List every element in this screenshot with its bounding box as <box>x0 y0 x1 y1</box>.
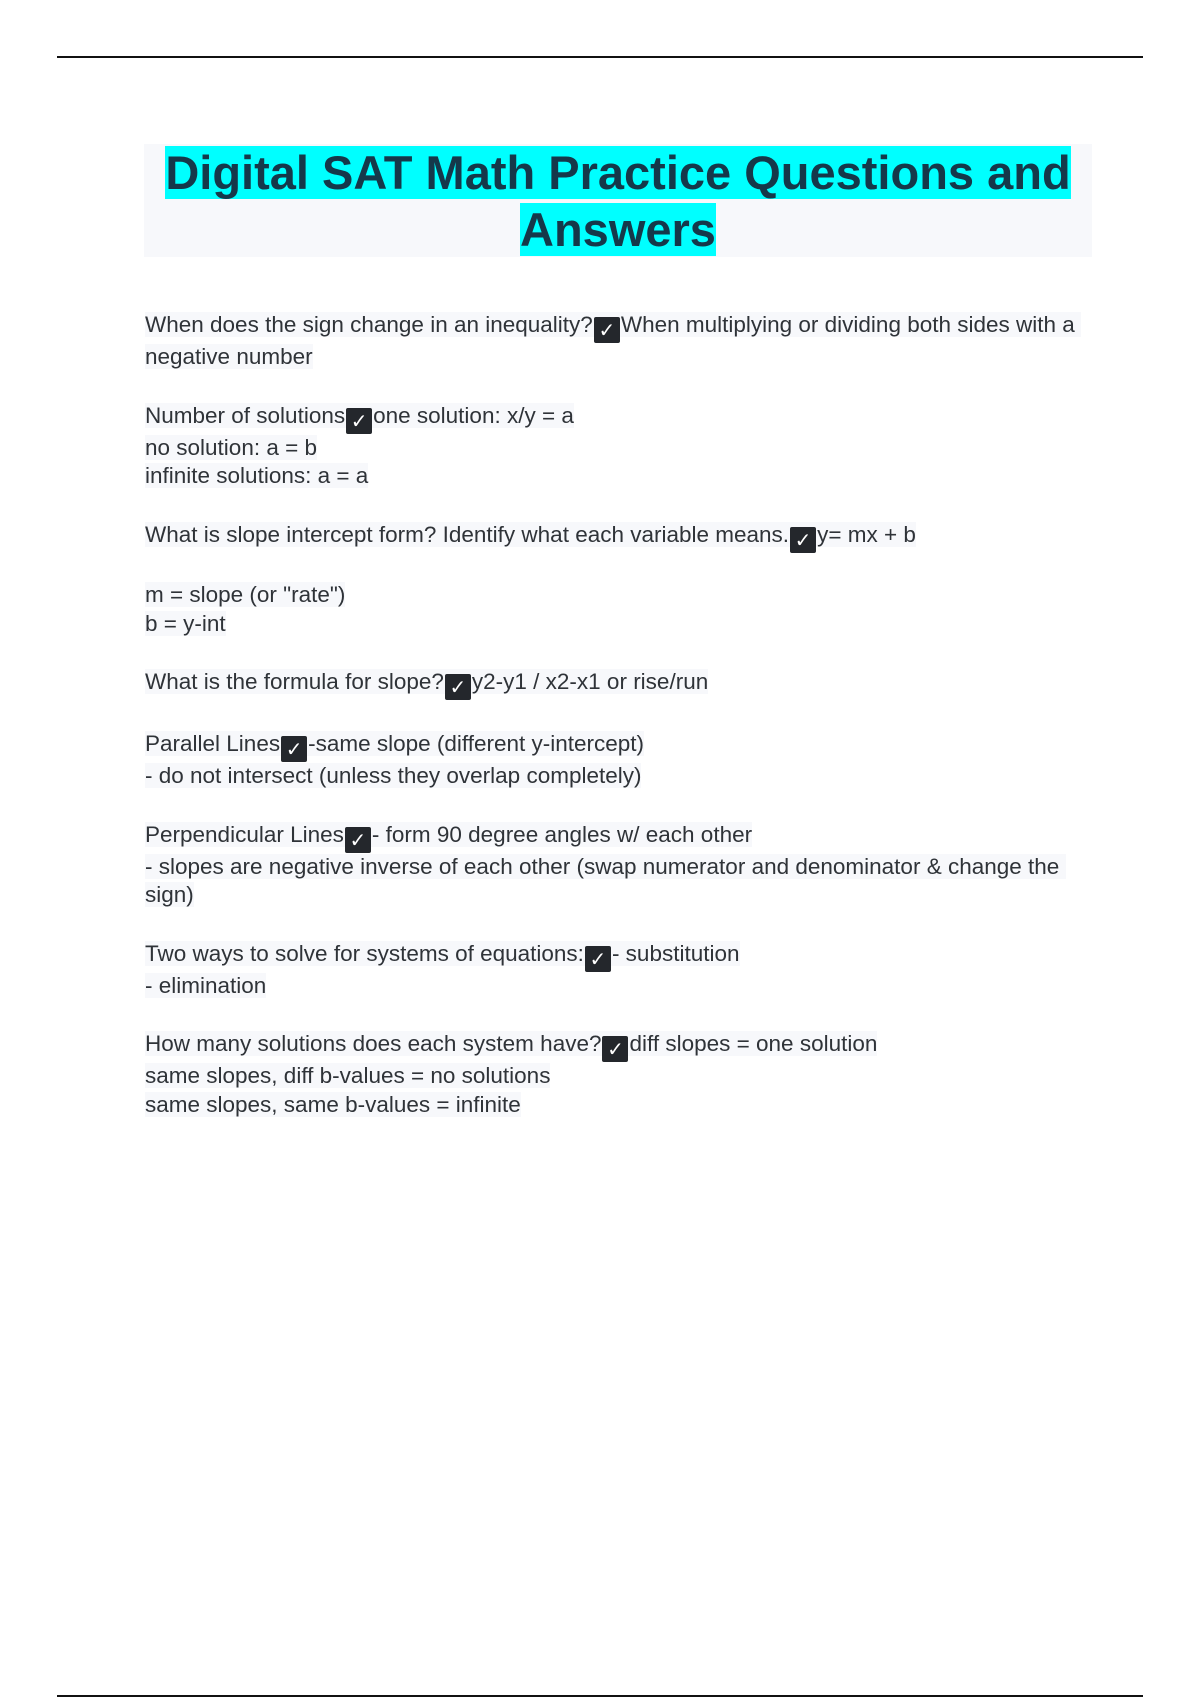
qa-item <box>145 940 1095 1001</box>
answer-text: - substitution - elimination <box>145 940 740 998</box>
qa-entry <box>145 822 1066 908</box>
checkmark-icon: ✓ <box>445 674 471 700</box>
page-title-text: Digital SAT Math Practice Questions and Answers <box>165 146 1071 256</box>
qa-entry <box>145 403 574 489</box>
bottom-rule <box>57 1695 1143 1697</box>
qa-item <box>145 821 1095 910</box>
answer-text: y2-y1 / x2-x1 or rise/run <box>471 669 709 694</box>
qa-entry <box>145 312 1081 369</box>
answer-text: - form 90 degree angles w/ each other - slopes are negative inverse of each other (swap numerator and denominator & change the sign) <box>145 821 1060 907</box>
qa-entry <box>145 941 740 998</box>
qa-item <box>145 311 1095 372</box>
answer-text: When multiplying or dividing both sides with a negative number <box>145 312 1082 369</box>
question-text: When does the sign change in an inequality? <box>145 312 593 337</box>
qa-entry <box>145 669 709 699</box>
qa-item <box>145 402 1095 491</box>
qa-item <box>145 730 1095 791</box>
qa-item <box>145 668 1095 700</box>
checkmark-icon: ✓ <box>585 946 611 972</box>
page-title <box>144 144 1092 258</box>
question-text: Perpendicular Lines <box>145 821 344 847</box>
question-text: What is slope intercept form? Identify what each variable means. <box>145 521 790 547</box>
question-text: Two ways to solve for systems of equations: <box>145 940 584 966</box>
question-text: Number of solutions <box>145 402 346 428</box>
qa-entry <box>145 522 916 636</box>
question-text: What is the formula for slope? <box>145 669 444 694</box>
question-text: How many solutions does each system have? <box>145 1031 602 1056</box>
answer-text: diff slopes = one solution same slopes, diff b-values = no solutions same slopes, same b-values = infinite <box>145 1031 878 1117</box>
qa-item <box>145 521 1095 639</box>
checkmark-icon: ✓ <box>281 736 307 762</box>
checkmark-icon: ✓ <box>594 317 620 343</box>
qa-entry <box>145 1031 877 1117</box>
top-rule <box>57 56 1143 58</box>
question-text: Parallel Lines <box>145 731 281 756</box>
checkmark-icon: ✓ <box>345 827 371 853</box>
checkmark-icon: ✓ <box>790 527 816 553</box>
checkmark-icon: ✓ <box>346 408 372 434</box>
qa-entry <box>145 731 644 788</box>
qa-list <box>145 311 1095 1149</box>
checkmark-icon: ✓ <box>602 1036 628 1062</box>
answer-text: -same slope (different y-intercept) - do not intersect (unless they overlap completely) <box>145 731 645 788</box>
answer-text: y= mx + b m = slope (or "rate") b = y-int <box>145 521 916 636</box>
answer-text: one solution: x/y = a no solution: a = b infinite solutions: a = a <box>145 402 574 488</box>
title-block <box>144 144 1092 257</box>
qa-item <box>145 1030 1095 1119</box>
